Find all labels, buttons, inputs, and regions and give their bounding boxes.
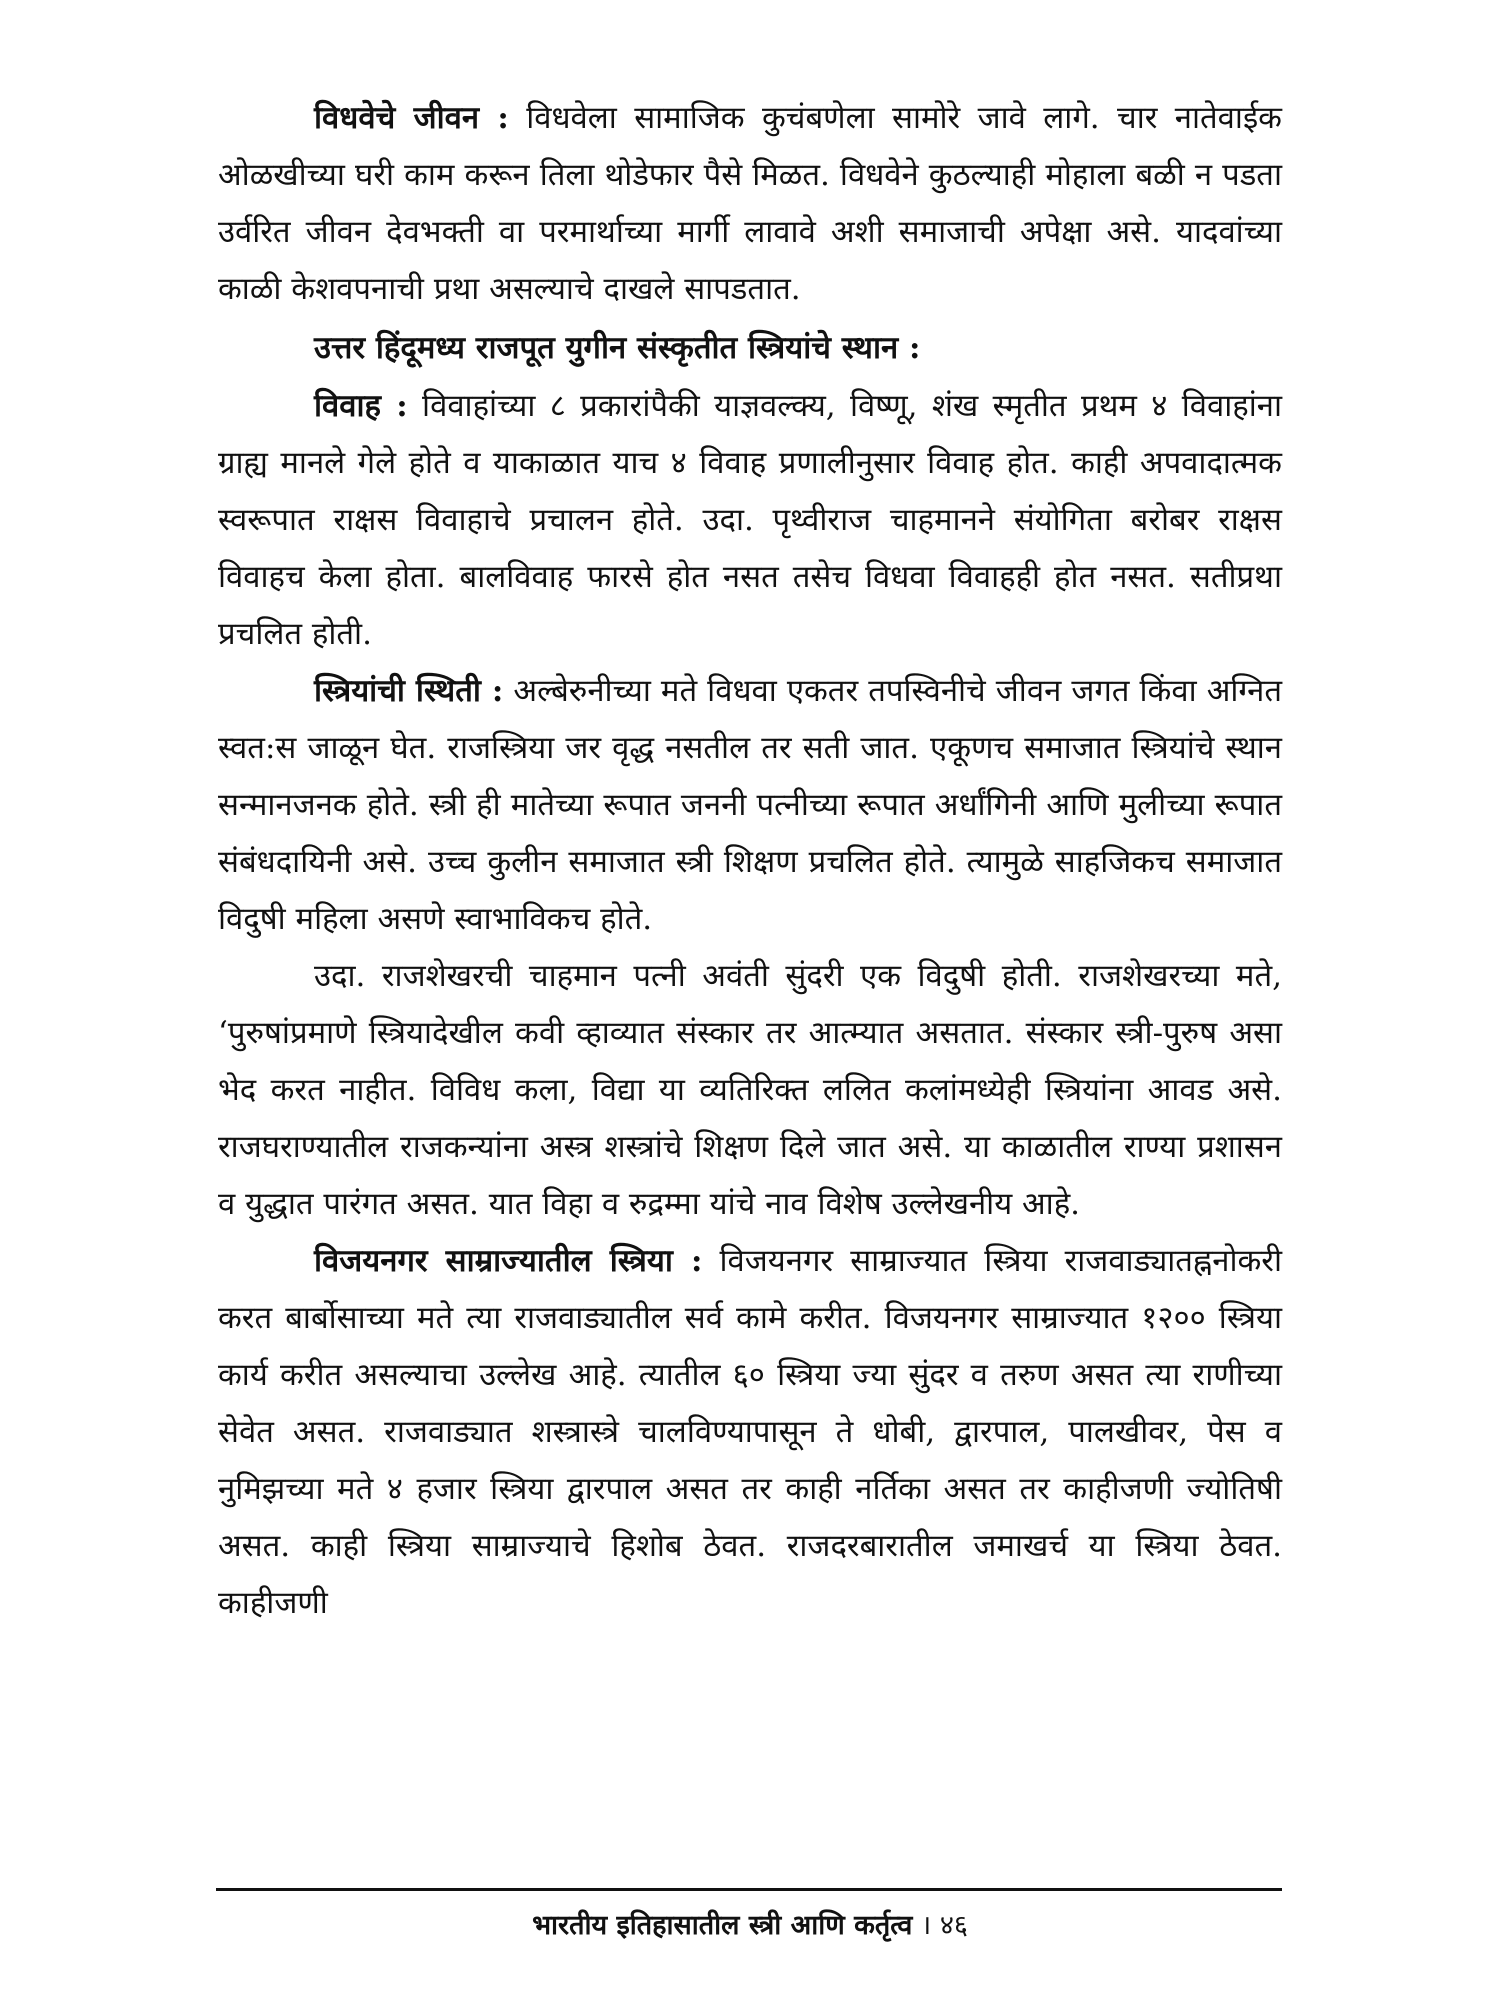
paragraph-text-marriage: विवाहांच्या ८ प्रकारांपैकी याज्ञवल्क्य, विष्णू, शंख स्मृतीत प्रथम ४ विवाहांना ग्राह्य मानले गेले होते व याकाळात याच ४ विवाह प्रणालीनुसार विवाह होत. काही अपवादात्मक स्वरूपात राक्षस विवाहाचे प्रचालन होते. उदा. पृथ्वीराज चाहमानने संयोगिता बरोबर राक्षस विवाहच केला होता. बालविवाह फारसे होत नसत तसेच विधवा विवाहही होत नसत. सतीप्रथा प्रचलित होती. [218, 388, 1282, 652]
paragraph-marriage [218, 378, 1282, 663]
paragraph-text-example-rajshekhar: उदा. राजशेखरची चाहमान पत्नी अवंती सुंदरी एक विदुषी होती. राजशेखरच्या मते, ‘पुरुषांप्रमाणे स्त्रियादेखील कवी व्हाव्यात संस्कार तर आत्म्यात असतात. संस्कार स्त्री-पुरुष असा भेद करत नाहीत. विविध कला, विद्या या व्यतिरिक्त ललित कलांमध्येही स्त्रियांना आवड असे. राजघराण्यातील राजकन्यांना अस्त्र शस्त्रांचे शिक्षण दिले जात असे. या काळातील राण्या प्रशासन व युद्धात पारंगत असत. यात विहा व रुद्रम्मा यांचे नाव विशेष उल्लेखनीय आहे. [218, 958, 1282, 1222]
paragraph-women-status [218, 663, 1282, 948]
footer-divider [216, 1888, 1282, 1891]
paragraph-text-women-status: अल्बेरुनीच्या मते विधवा एकतर तपस्विनीचे जीवन जगत किंवा अग्नित स्वत:स जाळून घेत. राजस्त्रिया जर वृद्ध नसतील तर सती जात. एकूणच समाजात स्त्रियांचे स्थान सन्मानजनक होते. स्त्री ही मातेच्या रूपात जननी पत्नीच्या रूपात अर्धांगिनी आणि मुलीच्या रूपात संबंधदायिनी असे. उच्च कुलीन समाजात स्त्री शिक्षण प्रचलित होते. त्यामुळे साहजिकच समाजात विदुषी महिला असणे स्वाभाविकच होते. [218, 673, 1282, 937]
footer-page-number: ४६ [939, 1910, 968, 1941]
footer-book-title: भारतीय इतिहासातील स्त्री आणि कर्तृत्व [532, 1910, 913, 1941]
page-footer [0, 1908, 1500, 1944]
paragraph-lead-vijayanagar-women: विजयनगर साम्राज्यातील स्त्रिया : [314, 1243, 703, 1279]
page-body [218, 90, 1282, 1632]
paragraph-widow-life [218, 90, 1282, 318]
paragraph-lead-women-status: स्त्रियांची स्थिती : [314, 673, 504, 709]
paragraph-lead-marriage: विवाह : [314, 388, 408, 424]
paragraph-text-vijayanagar-women: विजयनगर साम्राज्यात स्त्रिया राजवाड्यातह्ननोकरी करत बार्बोसाच्या मते त्या राजवाड्यातील सर्व कामे करीत. विजयनगर साम्राज्यात १२०० स्त्रिया कार्य करीत असल्याचा उल्लेख आहे. त्यातील ६० स्त्रिया ज्या सुंदर व तरुण असत त्या राणीच्या सेवेत असत. राजवाड्यात शस्त्रास्त्रे चालविण्यापासून ते धोबी, द्वारपाल, पालखीवर, पेस व नुमिझच्या मते ४ हजार स्त्रिया द्वारपाल असत तर काही नर्तिका असत तर काहीजणी ज्योतिषी असत. काही स्त्रिया साम्राज्याचे हिशोब ठेवत. राजदरबारातील जमाखर्च या स्त्रिया ठेवत. काहीजणी [218, 1243, 1283, 1621]
paragraph-text-widow-life: विधवेला सामाजिक कुचंबणेला सामोरे जावे लागे. चार नातेवाईक ओळखीच्या घरी काम करून तिला थोडेफार पैसे मिळत. विधवेने कुठल्याही मोहाला बळी न पडता उर्वरित जीवन देवभक्ती वा परमार्थाच्या मार्गी लावावे अशी समाजाची अपेक्षा असे. यादवांच्या काळी केशवपनाची प्रथा असल्याचे दाखले सापडतात. [218, 100, 1282, 307]
footer-separator: । [912, 1910, 940, 1941]
paragraph-lead-widow-life: विधवेचे जीवन : [314, 100, 509, 136]
paragraph-vijayanagar-women [218, 1233, 1282, 1632]
paragraph-example-rajshekhar [218, 948, 1282, 1233]
section-heading-rajput-era: उत्तर हिंदूमध्य राजपूत युगीन संस्कृतीत स्त्रियांचे स्थान : [314, 330, 921, 366]
